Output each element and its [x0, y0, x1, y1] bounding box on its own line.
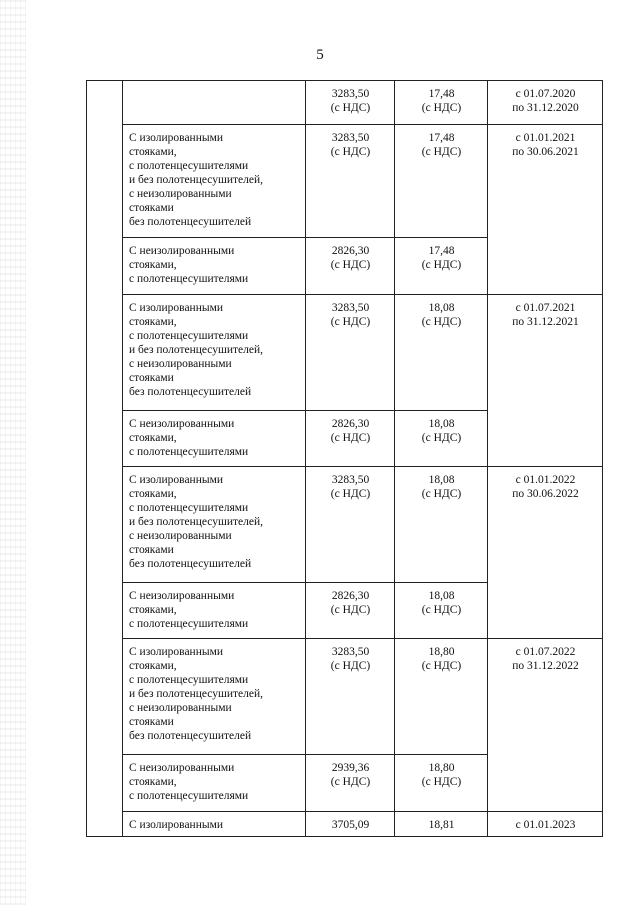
water-norm-cell: 18,08 (с НДС) — [395, 467, 488, 583]
scan-edge-artifact — [0, 0, 26, 905]
category-cell: С изолированными стояками, с полотенцесушителями и без полотенцесушителей, с неизолированными стояками без полотенцесушителей — [123, 125, 306, 238]
table-row — [87, 295, 603, 411]
price-cell: 2826,30 (с НДС) — [306, 411, 395, 467]
category-cell: С изолированными стояками, с полотенцесушителями и без полотенцесушителей, с неизолированными стояками без полотенцесушителей — [123, 295, 306, 411]
price-cell: 2826,30 (с НДС) — [306, 583, 395, 639]
period-cell: с 01.07.2021 по 31.12.2021 — [488, 295, 603, 467]
category-cell: С неизолированными стояками, с полотенцесушителями — [123, 583, 306, 639]
price-cell: 2939,36 (с НДС) — [306, 755, 395, 812]
table-row — [87, 812, 603, 837]
table-row — [87, 639, 603, 755]
period-cell: с 01.01.2022 по 30.06.2022 — [488, 467, 603, 639]
category-cell: С изолированными — [123, 812, 306, 837]
price-cell: 3283,50 (с НДС) — [306, 467, 395, 583]
category-cell: С неизолированными стояками, с полотенцесушителями — [123, 755, 306, 812]
water-norm-cell: 17,48 (с НДС) — [395, 125, 488, 238]
water-norm-cell: 18,08 (с НДС) — [395, 295, 488, 411]
water-norm-cell: 18,81 — [395, 812, 488, 837]
price-cell: 3283,50 (с НДС) — [306, 125, 395, 238]
water-norm-cell: 18,08 (с НДС) — [395, 583, 488, 639]
water-norm-cell: 17,48 (с НДС) — [395, 238, 488, 295]
price-cell: 3283,50 (с НДС) — [306, 639, 395, 755]
category-cell: С неизолированными стояками, с полотенцесушителями — [123, 411, 306, 467]
category-cell: С неизолированными стояками, с полотенцесушителями — [123, 238, 306, 295]
tariff-table — [86, 80, 603, 837]
index-column-cell — [87, 81, 123, 837]
price-cell: 3283,50 (с НДС) — [306, 81, 395, 125]
period-cell: с 01.07.2022 по 31.12.2022 — [488, 639, 603, 812]
price-cell: 3705,09 — [306, 812, 395, 837]
period-cell: с 01.01.2021 по 30.06.2021 — [488, 125, 603, 295]
category-cell: С изолированными стояками, с полотенцесушителями и без полотенцесушителей, с неизолированными стояками без полотенцесушителей — [123, 467, 306, 583]
water-norm-cell: 18,80 (с НДС) — [395, 639, 488, 755]
category-cell — [123, 81, 306, 125]
period-cell: с 01.07.2020 по 31.12.2020 — [488, 81, 603, 125]
category-cell: С изолированными стояками, с полотенцесушителями и без полотенцесушителей, с неизолированными стояками без полотенцесушителей — [123, 639, 306, 755]
page-number: 5 — [316, 47, 324, 63]
period-cell: с 01.01.2023 — [488, 812, 603, 837]
price-cell: 3283,50 (с НДС) — [306, 295, 395, 411]
table-row — [87, 467, 603, 583]
table-row — [87, 81, 603, 125]
water-norm-cell: 17,48 (с НДС) — [395, 81, 488, 125]
price-cell: 2826,30 (с НДС) — [306, 238, 395, 295]
water-norm-cell: 18,08 (с НДС) — [395, 411, 488, 467]
table-row — [87, 125, 603, 238]
water-norm-cell: 18,80 (с НДС) — [395, 755, 488, 812]
